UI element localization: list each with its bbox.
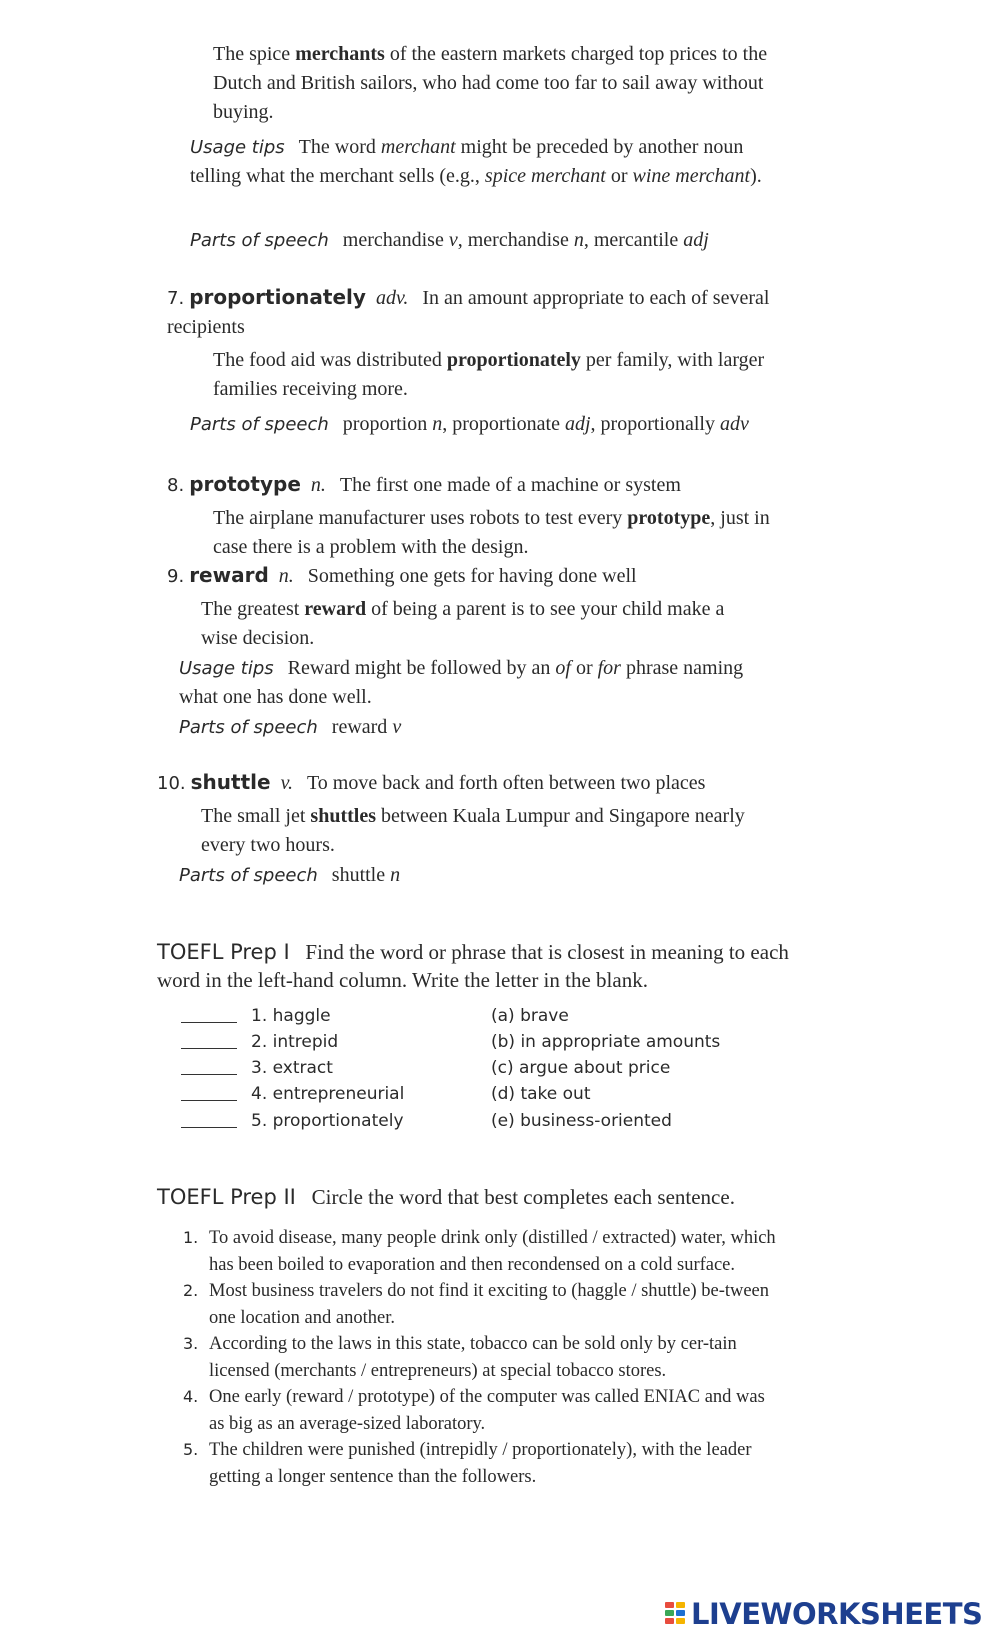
logo-text: LIVEWORKSHEETS <box>691 1597 983 1631</box>
answer-blank[interactable] <box>181 1127 237 1128</box>
item-number: 1. <box>183 1228 199 1247</box>
parts-of-speech-label: Parts of speech <box>179 717 318 738</box>
sentence-text: To avoid disease, many people drink only (distilled / extracted) water, which has been boiled to evaporation and then recondensed on a cold surface. <box>209 1228 776 1275</box>
matching-row <box>181 1084 801 1110</box>
item-number: 5. <box>183 1440 199 1459</box>
usage-tip-reward: Usage tips Reward might be followed by an of or for phrase naming what one has done well. <box>179 657 744 708</box>
answer-blank[interactable] <box>181 1022 237 1023</box>
answer-blank[interactable] <box>181 1074 237 1075</box>
example-sentence-prototype: The airplane manufacturer uses robots to test every prototype, just in case there is a problem with the design. <box>213 507 770 558</box>
sentence-text: The children were punished (intrepidly / proportionately), with the leader getting a longer sentence than the followers. <box>209 1440 752 1487</box>
toefl-prep-1-instructions: TOEFL Prep I Find the word or phrase that is closest in meaning to each word in the left-hand column. Write the letter in the blank. <box>157 940 789 992</box>
matching-row <box>181 1111 801 1137</box>
item-number: 2. <box>183 1281 199 1300</box>
usage-tips-label: Usage tips <box>179 658 274 679</box>
sentence-item[interactable] <box>183 1331 783 1384</box>
toefl-prep-2-title: TOEFL Prep II <box>157 1185 296 1209</box>
entry-prototype: 8. prototype n. The first one made of a machine or system <box>167 472 681 496</box>
match-word: 1. haggle <box>251 1006 331 1026</box>
sentence-completion-list <box>183 1225 783 1490</box>
entry-reward: 9. reward n. Something one gets for having done well <box>167 563 637 587</box>
headword: proportionately <box>189 285 366 309</box>
matching-row <box>181 1006 801 1032</box>
sentence-item[interactable] <box>183 1384 783 1437</box>
match-word: 4. entrepreneurial <box>251 1084 405 1104</box>
match-word: 3. extract <box>251 1058 333 1078</box>
sentence-item[interactable] <box>183 1278 783 1331</box>
headword: reward <box>189 563 269 587</box>
sentence-text: Most business travelers do not find it exciting to (haggle / shuttle) be-tween one location and another. <box>209 1281 770 1328</box>
match-word: 5. proportionately <box>251 1111 404 1131</box>
matching-row <box>181 1032 801 1058</box>
item-number: 3. <box>183 1334 199 1353</box>
answer-blank[interactable] <box>181 1048 237 1049</box>
example-sentence-reward: The greatest reward of being a parent is to see your child make a wise decision. <box>201 598 725 649</box>
headword: prototype <box>189 472 301 496</box>
match-option: (d) take out <box>491 1084 591 1104</box>
toefl-prep-2-instructions: TOEFL Prep II Circle the word that best completes each sentence. <box>157 1185 735 1209</box>
parts-of-speech-merchant: Parts of speech merchandise v, merchandise n, mercantile adj <box>190 229 709 251</box>
sentence-text: One early (reward / prototype) of the computer was called ENIAC and was as big as an average-sized laboratory. <box>209 1387 765 1434</box>
sentence-item[interactable] <box>183 1225 783 1278</box>
example-sentence-shuttle: The small jet shuttles between Kuala Lumpur and Singapore nearly every two hours. <box>201 805 745 856</box>
liveworksheets-logo[interactable] <box>665 1596 982 1632</box>
parts-of-speech-label: Parts of speech <box>190 230 329 251</box>
entry-shuttle: 10. shuttle v. To move back and forth often between two places <box>157 770 706 794</box>
parts-of-speech-reward: Parts of speech reward v <box>179 716 402 738</box>
usage-tips-label: Usage tips <box>190 137 285 158</box>
toefl-prep-1-title: TOEFL Prep I <box>157 940 290 964</box>
example-sentence-merchant: The spice merchants of the eastern markets charged top prices to the Dutch and British sailors, who had come too far to sail away without buying. <box>213 43 768 123</box>
answer-blank[interactable] <box>181 1100 237 1101</box>
parts-of-speech-shuttle: Parts of speech shuttle n <box>179 864 401 886</box>
example-sentence-proportionately: The food aid was distributed proportionately per family, with larger families receiving more. <box>213 349 765 400</box>
parts-of-speech-label: Parts of speech <box>179 865 318 886</box>
item-number: 4. <box>183 1387 199 1406</box>
headword: shuttle <box>190 770 271 794</box>
match-option: (c) argue about price <box>491 1058 671 1078</box>
match-word: 2. intrepid <box>251 1032 339 1052</box>
matching-exercise <box>181 1006 801 1146</box>
logo-icon <box>665 1599 687 1629</box>
parts-of-speech-label: Parts of speech <box>190 414 329 435</box>
sentence-item[interactable] <box>183 1437 783 1490</box>
usage-tip-merchant: Usage tips The word merchant might be preceded by another noun telling what the merchant sells (e.g., spice merchant or wine merchant). <box>190 136 762 187</box>
match-option: (a) brave <box>491 1006 569 1026</box>
matching-row <box>181 1058 801 1084</box>
parts-of-speech-proportionately: Parts of speech proportion n, proportionate adj, proportionally adv <box>190 413 749 435</box>
match-option: (e) business-oriented <box>491 1111 672 1131</box>
entry-proportionately: 7. proportionately adv. In an amount appropriate to each of several recipients <box>167 285 770 338</box>
sentence-text: According to the laws in this state, tobacco can be sold only by cer-tain licensed (merchants / entrepreneurs) at special tobacco stores. <box>209 1334 737 1381</box>
match-option: (b) in appropriate amounts <box>491 1032 721 1052</box>
